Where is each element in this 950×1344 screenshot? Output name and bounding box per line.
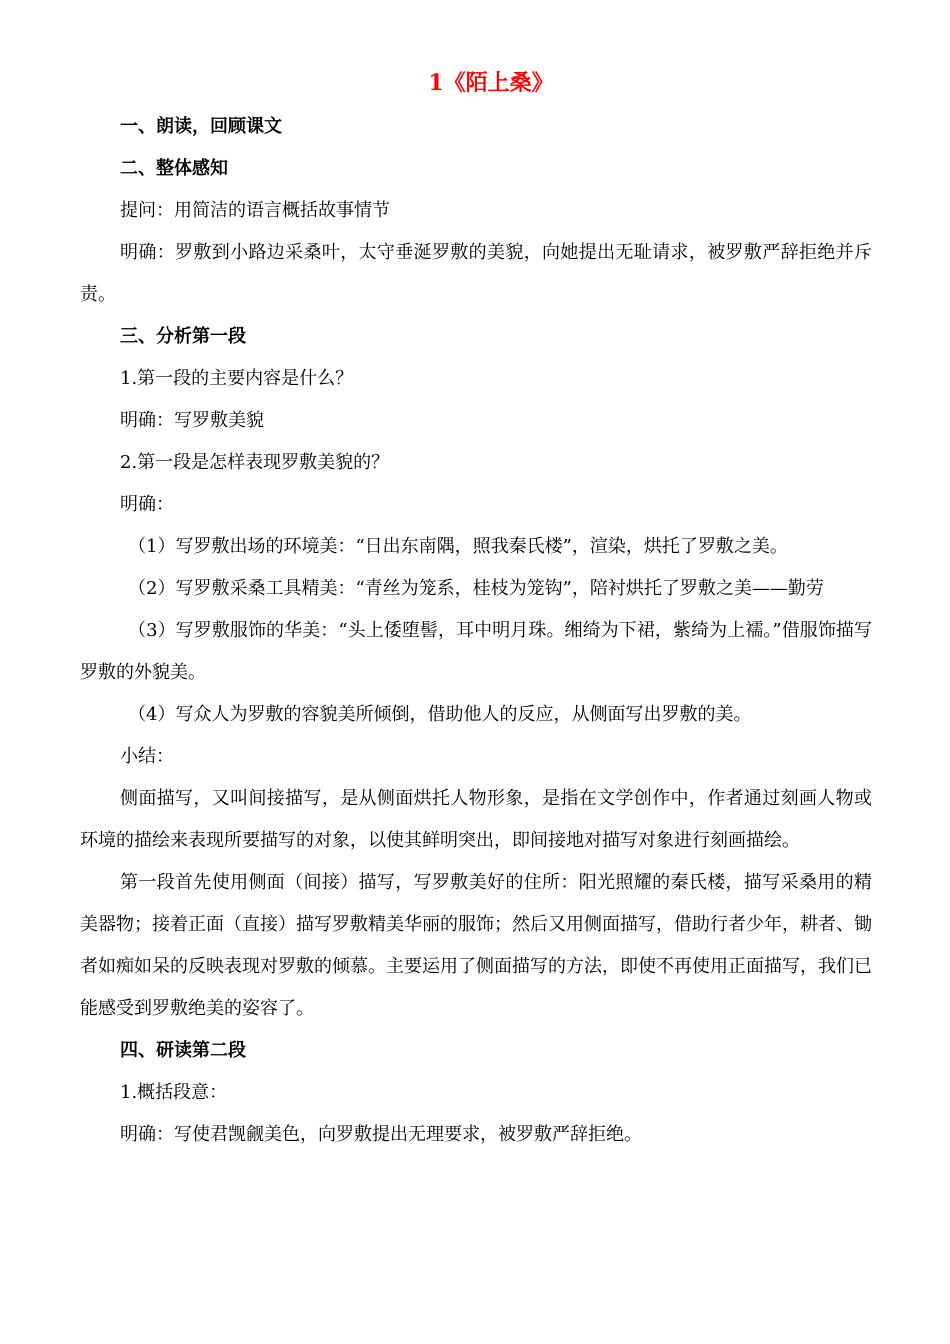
document-title: 1《陌上桑》 [428, 70, 554, 96]
question-main-content: 1.第一段的主要内容是什么？ [120, 368, 354, 389]
answer-label: 明确： [120, 494, 174, 515]
answer-plot: 明确：罗敷到小路边采桑叶，太守垂涎罗敷的美貌，向她提出无耻请求，被罗敷严辞拒绝并斥责。 [80, 242, 872, 305]
summary-analysis: 第一段首先使用侧面（间接）描写，写罗敷美好的住所：阳光照耀的秦氏楼，描写采桑用的精美器物；接着正面（直接）描写罗敷精美华丽的服饰；然后又用侧面描写，借助行者少年，耕者、锄者如痴如呆的反映表现对罗敷的倾慕。主要运用了侧面描写的方法，即使不再使用正面描写，我们已能感受到罗敷绝美的姿容了。 [80, 872, 872, 1019]
point-environment: （1）写罗敷出场的环境美：“日出东南隅，照我秦氏楼”，渲染，烘托了罗敷之美。 [128, 536, 788, 557]
section-heading-3: 三、分析第一段 [120, 326, 246, 347]
summary-definition: 侧面描写，又叫间接描写，是从侧面烘托人物形象，是指在文学创作中，作者通过刻画人物或环境的描绘来表现所要描写的对象，以使其鲜明突出，即间接地对描写对象进行刻画描绘。 [80, 788, 872, 851]
point-onlookers: （4）写众人为罗敷的容貌美所倾倒，借助他人的反应，从侧面写出罗敷的美。 [128, 704, 752, 725]
section-heading-1: 一、朗读，回顾课文 [120, 116, 282, 137]
question-how-beauty: 2.第一段是怎样表现罗敷美貌的？ [120, 452, 390, 473]
answer-main-content: 明确：写罗敷美貌 [120, 410, 264, 431]
answer-paragraph-meaning: 明确：写使君觊觎美色，向罗敷提出无理要求，被罗敷严辞拒绝。 [120, 1124, 642, 1145]
point-tools: （2）写罗敷采桑工具精美：“青丝为笼系，桂枝为笼钩”，陪衬烘托了罗敷之美——勤劳 [128, 578, 824, 599]
section-heading-4: 四、研读第二段 [120, 1040, 246, 1061]
point-clothing: （3）写罗敷服饰的华美：“头上倭堕髻，耳中明月珠。缃绮为下裙，紫绮为上襦。”借服饰描写罗敷的外貌美。 [80, 620, 872, 683]
question-plot: 提问：用简洁的语言概括故事情节 [120, 200, 390, 221]
summary-label: 小结： [120, 746, 174, 767]
question-paragraph-meaning: 1.概括段意： [120, 1082, 228, 1103]
section-heading-2: 二、整体感知 [120, 158, 228, 179]
document-page [80, 68, 872, 1156]
